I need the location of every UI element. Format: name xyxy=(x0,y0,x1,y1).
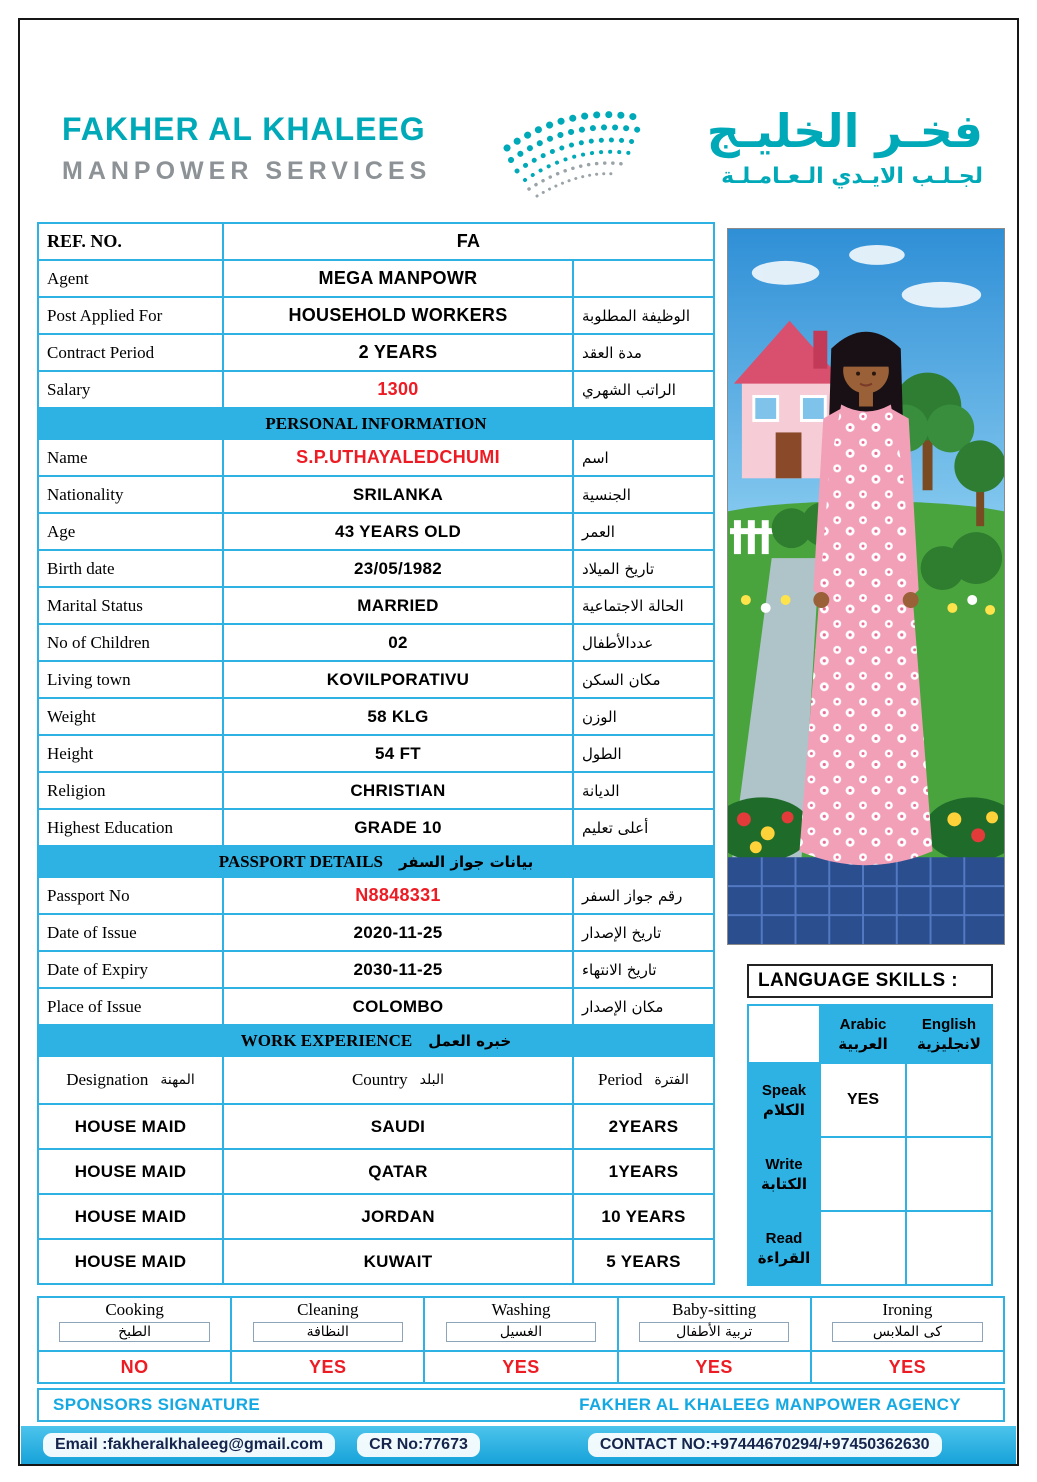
experience-col-country xyxy=(224,1057,572,1103)
period-col-label: Period xyxy=(598,1070,643,1089)
passportno-arabic: رقم جواز السفر xyxy=(574,878,713,913)
issue-place-arabic: مكان الإصدار xyxy=(574,989,713,1024)
lang-col-arabic xyxy=(821,1006,905,1062)
read-english-value xyxy=(907,1212,991,1284)
skill-washing-value: YES xyxy=(425,1352,616,1382)
birthdate-label: Birth date xyxy=(39,551,222,586)
contract-label: Contract Period xyxy=(39,335,222,370)
issue-date-value: 2020-11-25 xyxy=(224,915,572,950)
experience-period: 10 YEARS xyxy=(574,1195,713,1238)
livingtown-label: Living town xyxy=(39,662,222,697)
livingtown-value: KOVILPORATIVU xyxy=(224,662,572,697)
candidate-photo xyxy=(727,228,1005,945)
skill-arabic: كى الملابس xyxy=(832,1322,982,1342)
weight-value: 58 KLG xyxy=(224,699,572,734)
issue-place-label: Place of Issue xyxy=(39,989,222,1024)
lang-row-label: Read xyxy=(765,1229,803,1247)
speak-english-value xyxy=(907,1064,991,1136)
expiry-date-value: 2030-11-25 xyxy=(224,952,572,987)
post-label: Post Applied For xyxy=(39,298,222,333)
passport-section-title-arabic: بيانات جواز السفر xyxy=(398,852,534,871)
lang-col-label: Arabic xyxy=(839,1015,887,1033)
agency-name-label: FAKHER AL KHALEEG MANPOWER AGENCY xyxy=(579,1395,961,1414)
footer-cr-number: CR No:77673 xyxy=(357,1433,480,1457)
skill-label: Washing xyxy=(491,1300,551,1319)
skill-baby-sitting xyxy=(619,1298,810,1350)
contract-arabic: مدة العقد xyxy=(574,335,713,370)
age-value: 43 YEARS OLD xyxy=(224,514,572,549)
height-arabic: الطول xyxy=(574,736,713,771)
skill-arabic: الطبخ xyxy=(59,1322,209,1342)
experience-col-designation xyxy=(39,1057,222,1103)
experience-period: 5 YEARS xyxy=(574,1240,713,1283)
passport-section-header xyxy=(39,847,713,876)
sponsors-signature-label: SPONSORS SIGNATURE xyxy=(53,1395,261,1414)
footer-email xyxy=(43,1433,335,1457)
footer-email-label: Email : xyxy=(55,1436,108,1453)
dotted-globe-logo-icon xyxy=(499,98,649,198)
skill-cooking-value: NO xyxy=(39,1352,230,1382)
skill-arabic: النظافة xyxy=(253,1322,403,1342)
passportno-value: N8848331 xyxy=(224,878,572,913)
country-col-arabic: البلد xyxy=(419,1072,445,1088)
experience-country: JORDAN xyxy=(224,1195,572,1238)
education-value: GRADE 10 xyxy=(224,810,572,845)
experience-designation: HOUSE MAID xyxy=(39,1240,222,1283)
passportno-label: Passport No xyxy=(39,878,222,913)
skill-cleaning xyxy=(232,1298,423,1350)
skill-label: Ironing xyxy=(882,1300,933,1319)
experience-country: SAUDI xyxy=(224,1105,572,1148)
brand-english xyxy=(62,111,431,186)
age-label: Age xyxy=(39,514,222,549)
housework-skills-strip xyxy=(37,1296,1005,1384)
children-arabic: عددالأطفال xyxy=(574,625,713,660)
skill-ironing-value: YES xyxy=(812,1352,1003,1382)
ref-no-label: REF. NO. xyxy=(39,224,222,259)
salary-arabic: الراتب الشهري xyxy=(574,372,713,407)
expiry-date-arabic: تاريخ الانتهاء xyxy=(574,952,713,987)
lang-col-arabic-label: لانجليزية xyxy=(917,1034,981,1053)
write-english-value xyxy=(907,1138,991,1210)
cv-main-table xyxy=(37,222,715,1285)
experience-designation: HOUSE MAID xyxy=(39,1195,222,1238)
contact-footer xyxy=(21,1426,1016,1464)
skill-arabic: الغسيل xyxy=(446,1322,596,1342)
agent-label: Agent xyxy=(39,261,222,296)
nationality-value: SRILANKA xyxy=(224,477,572,512)
experience-section-title-arabic: خبره العمل xyxy=(428,1031,512,1050)
footer-contact-number: CONTACT NO:+97444670294/+97450362630 xyxy=(588,1433,942,1457)
write-arabic-value xyxy=(821,1138,905,1210)
experience-section-header xyxy=(39,1026,713,1055)
name-value: S.P.UTHAYALEDCHUMI xyxy=(224,440,572,475)
lang-col-arabic-label: العربية xyxy=(838,1034,888,1053)
language-skills-title: LANGUAGE SKILLS : xyxy=(747,964,993,998)
agent-value: MEGA MANPOWR xyxy=(224,261,572,296)
lang-col-label: English xyxy=(921,1015,977,1033)
religion-value: CHRISTIAN xyxy=(224,773,572,808)
birthdate-arabic: تاريخ الميلاد xyxy=(574,551,713,586)
issue-place-value: COLOMBO xyxy=(224,989,572,1024)
education-arabic: أعلى تعليم xyxy=(574,810,713,845)
age-arabic: العمر xyxy=(574,514,713,549)
lang-col-english xyxy=(907,1006,991,1062)
issue-date-label: Date of Issue xyxy=(39,915,222,950)
experience-designation: HOUSE MAID xyxy=(39,1150,222,1193)
weight-label: Weight xyxy=(39,699,222,734)
marital-value: MARRIED xyxy=(224,588,572,623)
children-label: No of Children xyxy=(39,625,222,660)
skill-washing xyxy=(425,1298,616,1350)
name-arabic: اسم xyxy=(574,440,713,475)
brand-arabic-title: فخـر الخليـج xyxy=(706,104,983,159)
personal-section-title: PERSONAL INFORMATION xyxy=(265,413,487,433)
post-arabic: الوظيفة المطلوبة xyxy=(574,298,713,333)
read-arabic-value xyxy=(821,1212,905,1284)
lang-row-arabic-label: القراءة xyxy=(757,1248,811,1267)
personal-section-header xyxy=(39,409,713,438)
lang-row-read xyxy=(749,1212,819,1284)
skill-arabic: تربية الأطفال xyxy=(639,1322,789,1342)
issue-date-arabic: تاريخ الإصدار xyxy=(574,915,713,950)
livingtown-arabic: مكان السكن xyxy=(574,662,713,697)
post-value: HOUSEHOLD WORKERS xyxy=(224,298,572,333)
signature-row xyxy=(37,1388,1005,1422)
lang-corner-cell xyxy=(749,1006,819,1062)
nationality-label: Nationality xyxy=(39,477,222,512)
brand-tagline: MANPOWER SERVICES xyxy=(62,156,432,185)
education-label: Highest Education xyxy=(39,810,222,845)
height-label: Height xyxy=(39,736,222,771)
ref-no-value: FA xyxy=(224,224,713,259)
birthdate-value: 23/05/1982 xyxy=(224,551,572,586)
brand-arabic xyxy=(706,104,983,189)
skill-ironing xyxy=(812,1298,1003,1350)
designation-col-label: Designation xyxy=(66,1070,149,1089)
footer-email-value: fakheralkhaleeg@gmail.com xyxy=(107,1436,324,1453)
height-value: 54 FT xyxy=(224,736,572,771)
passport-section-title: PASSPORT DETAILS xyxy=(218,851,383,871)
lang-row-write xyxy=(749,1138,819,1210)
experience-country: QATAR xyxy=(224,1150,572,1193)
brand-arabic-subtitle: لجـلـب الايـدي الـعـامـلـة xyxy=(721,163,983,189)
lang-row-arabic-label: الكتابة xyxy=(761,1174,807,1193)
skill-label: Cooking xyxy=(105,1300,164,1319)
experience-country: KUWAIT xyxy=(224,1240,572,1283)
experience-designation: HOUSE MAID xyxy=(39,1105,222,1148)
religion-label: Religion xyxy=(39,773,222,808)
experience-period: 1YEARS xyxy=(574,1150,713,1193)
nationality-arabic: الجنسية xyxy=(574,477,713,512)
lang-row-speak xyxy=(749,1064,819,1136)
country-col-label: Country xyxy=(351,1070,408,1089)
children-value: 02 xyxy=(224,625,572,660)
skill-cooking xyxy=(39,1298,230,1350)
skill-cleaning-value: YES xyxy=(232,1352,423,1382)
designation-col-arabic: المهنة xyxy=(160,1072,195,1088)
contract-value: 2 YEARS xyxy=(224,335,572,370)
experience-period: 2YEARS xyxy=(574,1105,713,1148)
weight-arabic: الوزن xyxy=(574,699,713,734)
lang-row-arabic-label: الكلام xyxy=(763,1100,805,1119)
language-skills-table xyxy=(747,1004,993,1286)
agent-arabic xyxy=(574,261,713,296)
speak-arabic-value: YES xyxy=(821,1064,905,1136)
period-col-arabic: الفترة xyxy=(654,1072,689,1088)
marital-arabic: الحالة الاجتماعية xyxy=(574,588,713,623)
skill-label: Cleaning xyxy=(297,1300,359,1319)
name-label: Name xyxy=(39,440,222,475)
brand-name: FAKHER AL KHALEEG xyxy=(62,110,426,147)
lang-row-label: Write xyxy=(765,1155,803,1173)
skill-label: Baby-sitting xyxy=(672,1300,757,1319)
lang-row-label: Speak xyxy=(761,1081,807,1099)
experience-section-title: WORK EXPERIENCE xyxy=(240,1030,413,1050)
skill-baby-sitting-value: YES xyxy=(619,1352,810,1382)
salary-label: Salary xyxy=(39,372,222,407)
experience-col-period xyxy=(574,1057,713,1103)
marital-label: Marital Status xyxy=(39,588,222,623)
salary-value: 1300 xyxy=(224,372,572,407)
religion-arabic: الديانة xyxy=(574,773,713,808)
expiry-date-label: Date of Expiry xyxy=(39,952,222,987)
agency-header xyxy=(62,86,983,210)
